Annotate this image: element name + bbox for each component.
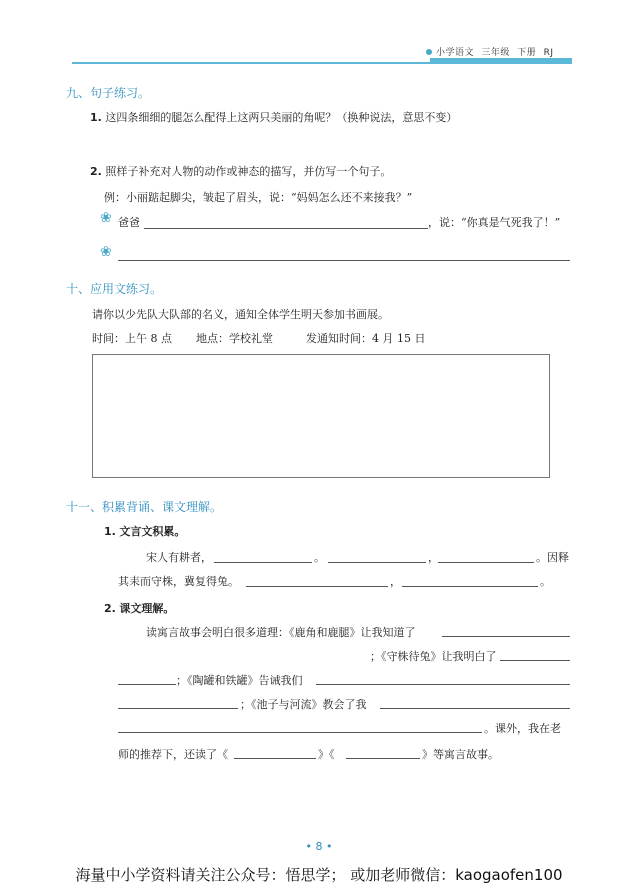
classical-punct-2: ， [428,551,439,564]
reading-text-6: 师的推荐下，还读了《 [118,748,228,761]
classical-punct-5: 。 [540,575,551,588]
answer-blank-1[interactable] [144,228,428,229]
section-10-title: 十、应用文练习。 [66,282,163,296]
notice-send-time: 发通知时间：4 月 15 日 [306,332,426,345]
header-rule-thick [430,58,572,62]
reading-text-3: ；《陶罐和铁罐》告诫我们 [176,674,303,687]
classical-punct-4: ， [390,575,401,588]
notice-place: 地点：学校礼堂 [196,332,273,345]
question-1 [90,109,457,125]
reading-blank-6[interactable] [380,708,570,709]
book-title-blank-2[interactable] [346,758,420,759]
reading-text-5: 。课外，我在老 [484,722,561,735]
reading-blank-5[interactable] [118,708,238,709]
question-1-text: 这四条细细的腿怎么配得上这两只美丽的角呢？（换种说法，意思不变） [105,111,458,124]
notice-prompt: 请你以少先队大队部的名义，通知全体学生明天参加书画展。 [92,308,389,321]
classical-blank-1[interactable] [214,562,312,563]
answer-line-1-start: 爸爸 [118,216,140,229]
header-dot-icon [426,49,432,55]
reading-blank-1[interactable] [442,636,570,637]
classical-text-2: 其耒而守株，冀复得兔。 [118,575,239,588]
reading-blank-3[interactable] [118,684,176,685]
header-rule [72,62,572,64]
flower-icon: ❀ [100,210,112,226]
reading-blank-2[interactable] [500,660,570,661]
subsection-1-number: 1. [104,525,116,538]
section-11-title: 十一、积累背诵、课文理解。 [66,500,223,514]
classical-blank-3[interactable] [438,562,534,563]
question-1-number: 1. [90,111,102,124]
classical-blank-4[interactable] [246,586,388,587]
notice-time: 时间：上午 8 点 [92,332,172,345]
classical-blank-5[interactable] [402,586,538,587]
footer-banner: 海量中小学资料请关注公众号：悟思学； 或加老师微信：kaogaofen100 [75,866,563,884]
flower-icon: ❀ [100,244,112,260]
reading-text-1: 读寓言故事会明白很多道理：《鹿角和鹿腿》让我知道了 [146,626,416,639]
subsection-2 [104,600,174,616]
notice-writing-box[interactable] [92,354,550,478]
reading-text-2: ；《守株待兔》让我明白了 [370,650,497,663]
reading-text-4: ；《池子与河流》教会了我 [240,698,367,711]
section-9-title: 九、句子练习。 [66,86,151,100]
header-label: 小学语文 三年级 下册 RJ [436,48,554,58]
question-2-text: 照样子补充对人物的动作或神态的描写，并仿写一个句子。 [105,165,392,178]
subsection-1-title: 文言文积累。 [119,525,186,538]
classical-punct-3: 。因释 [536,551,569,564]
subsection-2-number: 2. [104,602,116,615]
reading-text-7: 》《 [318,748,335,761]
subsection-1 [104,523,185,539]
answer-blank-2[interactable] [118,260,570,261]
reading-blank-7[interactable] [118,732,482,733]
reading-blank-4[interactable] [316,684,570,685]
page-number: • 8 • [305,840,333,853]
answer-line-1-end: ，说：“你真是气死我了！” [428,216,561,229]
example-sentence: 例：小丽踮起脚尖，皱起了眉头，说：“妈妈怎么还不来接我？” [104,191,413,204]
question-2-number: 2. [90,165,102,178]
question-2 [90,163,391,179]
subsection-2-title: 课文理解。 [119,602,175,615]
book-title-blank-1[interactable] [234,758,316,759]
classical-text-1: 宋人有耕者， [146,551,212,564]
classical-blank-2[interactable] [328,562,426,563]
reading-text-8: 》等寓言故事。 [422,748,499,761]
classical-punct-1: 。 [314,551,325,564]
